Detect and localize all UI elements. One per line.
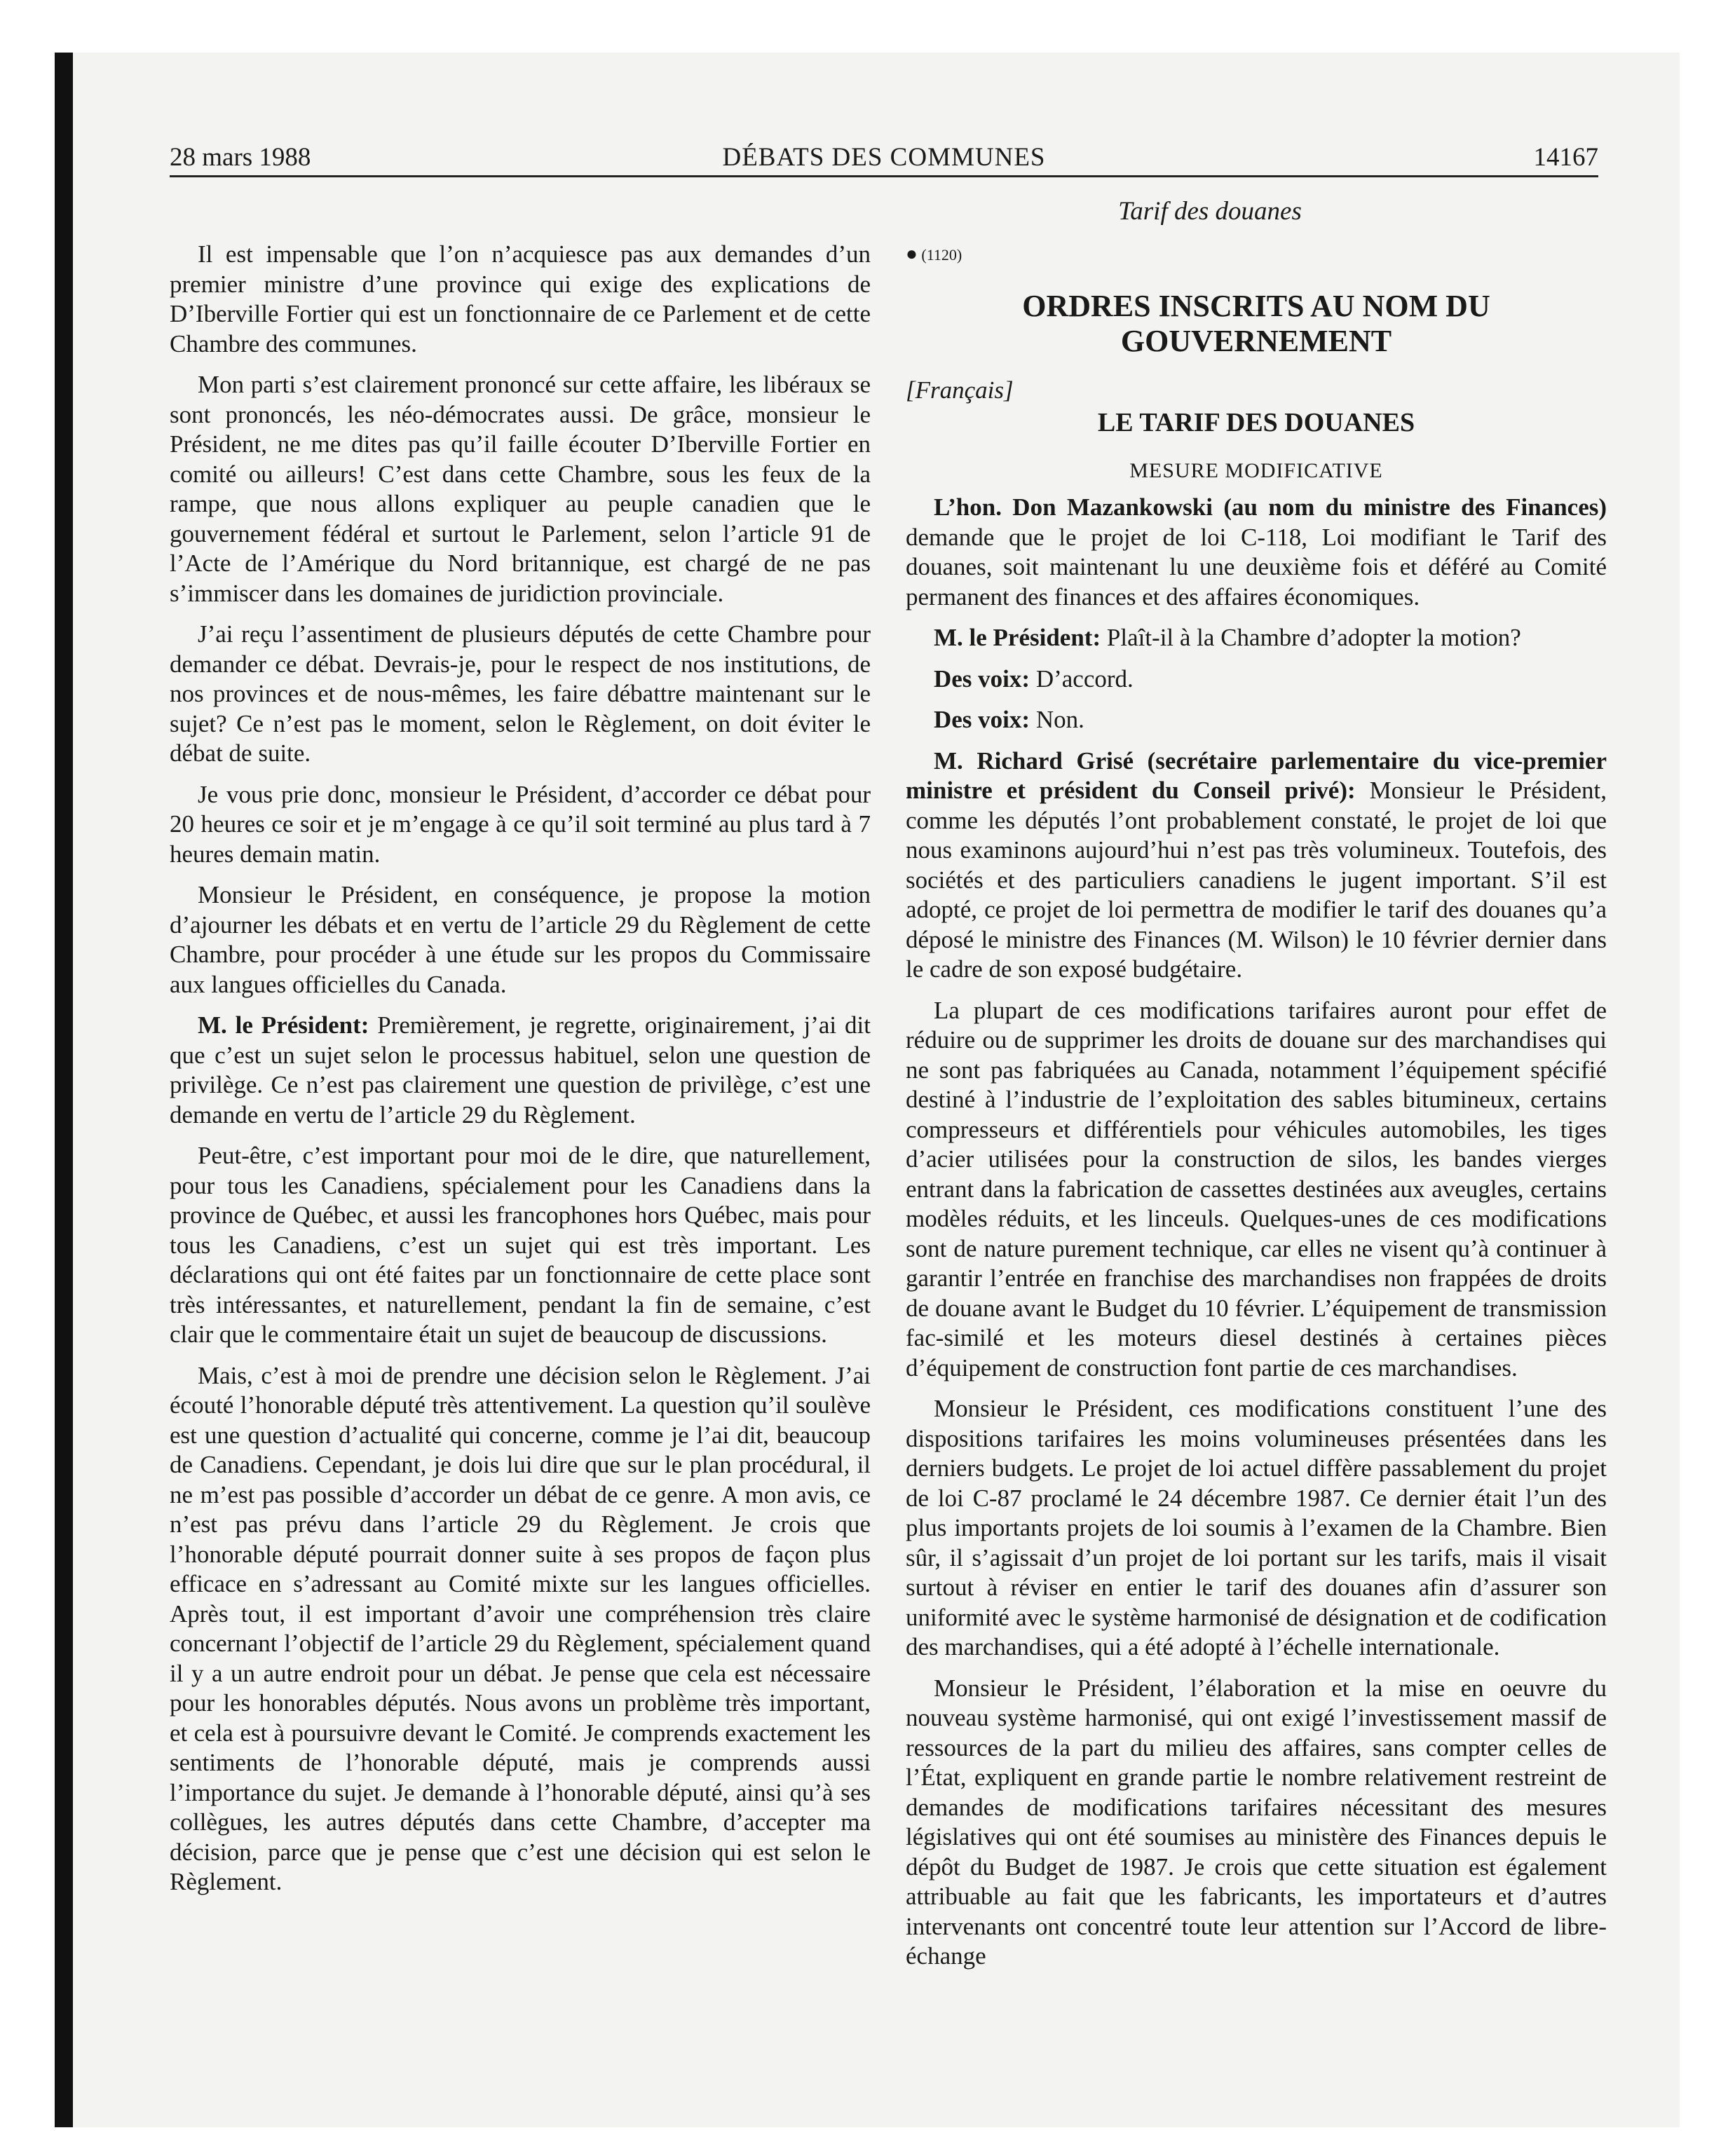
left-column bbox=[170, 240, 871, 1909]
paragraph: L’hon. Don Mazankowski (au nom du ministre des Finances) demande que le projet de loi C-118, Loi modifiant le Tarif des douanes, soit maintenant lu une deuxième fois et déféré au Comité permanent des finances et des affaires économiques. bbox=[906, 493, 1607, 610]
scan-edge-shadow bbox=[55, 53, 73, 2127]
language-note: [Français] bbox=[906, 376, 1014, 404]
page-header bbox=[170, 140, 1598, 177]
bullet-icon: ● bbox=[906, 243, 918, 265]
paragraph: M. Richard Grisé (secrétaire parlementaire du vice-premier ministre et président du Conseil privé): Monsieur le Président, comme les députés l’ont probablement constaté, le projet de loi que nous examinons aujourd’hui n’est pas très volumineux. Toutefois, des sociétés et des particuliers canadiens le jugent important. S’il est adopté, ce projet de loi permettra de modifier le tarif des douanes qu’a déposé le ministre des Finances (M. Wilson) le 10 février dernier dans le cadre de son exposé budgétaire. bbox=[906, 746, 1607, 983]
header-publication: DÉBATS DES COMMUNES bbox=[722, 143, 1046, 172]
speaker-name: M. Richard Grisé (secrétaire parlementaire du vice-premier ministre et président du Conseil privé): bbox=[906, 746, 1607, 804]
time-stamp: ● (1120) bbox=[906, 243, 962, 265]
speaker-name: Des voix: bbox=[934, 706, 1030, 733]
section-title: ORDRES INSCRITS AU NOM DU GOUVERNEMENT bbox=[1022, 288, 1490, 358]
speaker-name: L’hon. Don Mazankowski (au nom du ministre des Finances) bbox=[934, 493, 1607, 521]
right-column bbox=[906, 240, 1607, 1983]
paragraph: J’ai reçu l’assentiment de plusieurs députés de cette Chambre pour demander ce débat. Devrais-je, pour le respect de nos institutions, de nos provinces et de nous-mêmes, les faire débattre maintenant sur le sujet? Ce n’est pas le moment, selon le Règlement, on doit éviter le débat de suite. bbox=[170, 620, 871, 767]
header-date: 28 mars 1988 bbox=[170, 143, 311, 172]
paragraph: Il est impensable que l’on n’acquiesce pas aux demandes d’un premier ministre d’une province qui exige des explications de D’Iberville Fortier qui est un fonctionnaire de ce Parlement et de cette Chambre des communes. bbox=[170, 240, 871, 357]
paragraph: Je vous prie donc, monsieur le Président, d’accorder ce débat pour 20 heures ce soir et je m’engage à ce qu’il soit terminé au plus tard à 7 heures demain matin. bbox=[170, 780, 871, 868]
header-page-number: 14167 bbox=[1533, 143, 1598, 172]
paragraph: Peut-être, c’est important pour moi de le dire, que naturellement, pour tous les Canadiens, spécialement pour les Canadiens dans la province de Québec, et aussi les francophones hors Québec, mais pour tous les Canadiens, c’est un sujet qui est très important. Les déclarations qui ont été faites par un fonctionnaire de cette place sont très intéressantes, et naturellement, pendant la fin de semaine, c’est clair que le commentaire était un sujet de beaucoup de discussions. bbox=[170, 1142, 871, 1348]
subject-title: LE TARIF DES DOUANES bbox=[1097, 408, 1415, 437]
speaker-name: M. le Président: bbox=[934, 624, 1101, 651]
paragraph: M. le Président: Plaît-il à la Chambre d’adopter la motion? bbox=[934, 624, 1521, 651]
paragraph: M. le Président: Premièrement, je regrette, originairement, j’ai dit que c’est un sujet selon le processus habituel, selon une question de privilège. Ce n’est pas clairement une question de privilège, c’est une demande en vertu de l’article 29 du Règlement. bbox=[170, 1011, 871, 1128]
paragraph: Des voix: D’accord. bbox=[934, 664, 1134, 692]
speaker-name: Des voix: bbox=[934, 664, 1030, 692]
paragraph: Mon parti s’est clairement prononcé sur cette affaire, les libéraux se sont prononcés, les néo-démocrates aussi. De grâce, monsieur le Président, ne me dites pas qu’il faille écouter D’Iberville Fortier en comité ou ailleurs! C’est dans cette Chambre, sous les feux de la rampe, que nous allons expliquer au peuple canadien que le gouvernement fédéral et surtout le Parlement, selon l’article 91 de l’Acte de l’Amérique du Nord britannique, est chargé de ne pas s’immiscer dans les domaines de juridiction provinciale. bbox=[170, 371, 871, 607]
paragraph: Monsieur le Président, ces modifications constituent l’une des dispositions tarifaires les moins volumineuses présentées dans les derniers budgets. Le projet de loi actuel diffère passablement du projet de loi C-87 proclamé le 24 décembre 1987. Ce dernier était l’un des plus importants projets de loi soumis à l’examen de la Chambre. Bien sûr, il s’agissait d’un projet de loi portant sur les tarifs, mais il visait surtout à réviser en entier le tarif des douanes afin d’assurer son uniformité avec le système harmonisé de désignation et de codification des marchandises, qui a été adopté à l’échelle internationale. bbox=[906, 1395, 1607, 1660]
paragraph: La plupart de ces modifications tarifaires auront pour effet de réduire ou de supprimer les droits de douane sur des marchandises qui ne sont pas fabriquées au Canada, notamment l’équipement spécifié destiné à l’industrie de l’exploitation des sables bitumineux, certains compresseurs et différentiels pour véhicules automobiles, les tiges d’acier utilisées pour la construction de silos, les bandes vierges entrant dans la fabrication de cassettes destinées aux aveugles, certains modèles réduits, et les linceuls. Quelques-unes de ces modifications sont de nature purement technique, car elles ne visent qu’à continuer à garantir l’entrée en franchise des marchandises non frappées de droits de douane avant le Budget du 10 février. L’équipement de transmission fac-similé et les moteurs diesel destinés à certaines pièces d’équipement de construction font partie de ces marchandises. bbox=[906, 996, 1607, 1381]
speaker-name: M. le Président: bbox=[198, 1011, 369, 1039]
paragraph: Monsieur le Président, en conséquence, je propose la motion d’ajourner les débats et en vertu de l’article 29 du Règlement de cette Chambre, pour procéder à une étude sur les propos du Commissaire aux langues officielles du Canada. bbox=[170, 881, 871, 998]
paragraph: Monsieur le Président, l’élaboration et la mise en oeuvre du nouveau système harmonisé, qui ont exigé l’investissement massif de ressources de la part du milieu des affaires, sans compter celles de l’État, expliquent en grande partie le nombre relativement restreint de demandes de modifications tarifaires nécessitant des mesures législatives qui ont été soumises au ministère des Finances depuis le dépôt du Budget de 1987. Je crois que cette situation est également attribuable au fait que les fabricants, les importateurs et d’autres intervenants ont concentré toute leur attention sur l’Accord de libre-échange bbox=[906, 1674, 1607, 1970]
running-head: Tarif des douanes bbox=[1118, 197, 1302, 226]
paragraph: Des voix: Non. bbox=[934, 706, 1084, 733]
paragraph: Mais, c’est à moi de prendre une décision selon le Règlement. J’ai écouté l’honorable député très attentivement. La question qu’il soulève est une question d’actualité qui concerne, comme je l’ai dit, beaucoup de Canadiens. Cependant, je dois lui dire que sur le plan procédural, il ne m’est pas possible d’accorder un débat de ce genre. A mon avis, ce n’est pas prévu dans l’article 29 du Règlement. Je crois que l’honorable député pourrait donner suite à ses propos de façon plus efficace en s’adressant au Comité mixte sur les langues officielles. Après tout, il est important d’avoir une compréhension très claire concernant l’objectif de l’article 29 du Règlement, spécialement quand il y a un autre endroit pour un débat. Je pense que cela est nécessaire pour les honorables députés. Nous avons un problème très important, et cela est à poursuivre devant le Comité. Je comprends exactement les sentiments de l’honorable député, mais je comprends aussi l’importance du sujet. Je demande à l’honorable député, ainsi qu’à ses collègues, les autres députés dans cette Chambre, d’accepter ma décision, parce que je pense que c’est une décision qui est selon le Règlement. bbox=[170, 1361, 871, 1895]
measure-title: MESURE MODIFICATIVE bbox=[1129, 458, 1383, 482]
